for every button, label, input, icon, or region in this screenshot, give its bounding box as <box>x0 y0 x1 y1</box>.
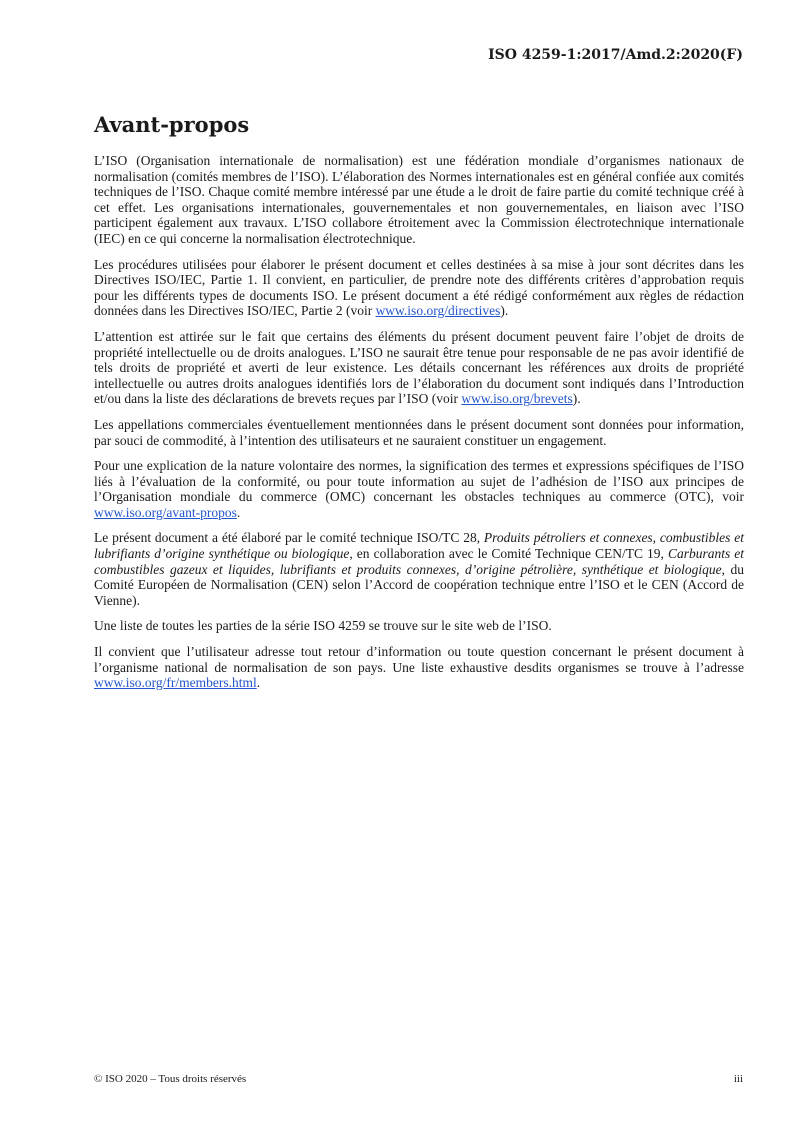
paragraph-procedures <box>94 257 744 319</box>
paragraph-patents <box>94 329 744 407</box>
paragraph-voluntary-nature <box>94 458 744 520</box>
link-members[interactable]: www.iso.org/fr/members.html <box>94 675 257 691</box>
paragraph-feedback-end: . <box>256 675 261 691</box>
footer-copyright: © ISO 2020 – Tous droits réservés <box>94 1073 247 1085</box>
document-identifier: ISO 4259-1:2017/Amd.2:2020(F) <box>488 47 743 63</box>
foreword-body <box>94 153 744 701</box>
paragraph-committee <box>94 530 744 608</box>
paragraph-feedback <box>94 644 744 691</box>
paragraph-committee-c: , du Comité Européen de Normalisation (CEN) selon l’Accord de coopération technique entre l’ISO et le CEN (Accord de Vienne). <box>94 561 744 608</box>
paragraph-patents-text: L’attention est attirée sur le fait que certains des éléments du présent document peuvent faire l’objet de droits de propriété intellectuelle ou de droits analogues. L’ISO ne saurait être tenue pour responsable de ne pas avoir identifié de tels droits de propriété et averti de leur existence. Les détails concernant les références aux droits de propriété intellectuelle ou autres droits analogues identifiés lors de l’élaboration du document sont indiqués dans l’Introduction et/ou dans la liste des déclarations de brevets reçues par l’ISO (voir <box>94 328 744 407</box>
paragraph-procedures-end: ). <box>500 303 509 319</box>
paragraph-voluntary-end: . <box>236 504 241 520</box>
link-directives[interactable]: www.iso.org/directives <box>375 303 501 319</box>
paragraph-series-list: Une liste de toutes les parties de la série ISO 4259 se trouve sur le site web de l’ISO. <box>94 618 552 634</box>
committee-tc28-title: Produits pétroliers et connexes, combustibles et lubrifiants d’origine synthétique ou biologique <box>94 530 744 562</box>
paragraph-committee-b: , en collaboration avec le Comité Technique CEN/TC 19, <box>349 546 668 562</box>
paragraph-patents-end: ). <box>572 391 581 407</box>
link-brevets[interactable]: www.iso.org/brevets <box>461 391 573 407</box>
paragraph-iso-intro: L’ISO (Organisation internationale de normalisation) est une fédération mondiale d’organismes nationaux de normalisation (comités membres de l’ISO). L’élaboration des Normes internationales est en général confiée aux comités techniques de l’ISO. Chaque comité membre intéressé par une étude a le droit de faire partie du comité technique créé à cet effet. Les organisations internationales, gouvernementales et non gouvernementales, en liaison avec l’ISO participent également aux travaux. L’ISO collabore étroitement avec la Commission électrotechnique internationale (IEC) en ce qui concerne la normalisation électrotechnique. <box>94 153 744 246</box>
footer-page-number: iii <box>733 1073 743 1085</box>
committee-tc19-title: Carburants et combustibles gazeux et liquides, lubrifiants et produits connexes, d’origine pétrolière, synthétique et biologique <box>94 546 744 577</box>
paragraph-voluntary-text: Pour une explication de la nature volontaire des normes, la signification des termes et expressions spécifiques de l’ISO liés à l’évaluation de la conformité, ou pour toute information au sujet de l’adhésion de l’ISO aux principes de l’Organisation mondiale du commerce (OMC) concernant les obstacles techniques au commerce (OTC), voir <box>94 458 744 505</box>
paragraph-committee-a: Le présent document a été élaboré par le comité technique ISO/TC 28, <box>94 530 484 546</box>
paragraph-feedback-text: Il convient que l’utilisateur adresse tout retour d’information ou toute question concernant le présent document à l’organisme national de normalisation de son pays. Une liste exhaustive desdits organismes se trouve à l’adresse <box>94 644 744 675</box>
paragraph-trade-names: Les appellations commerciales éventuellement mentionnées dans le présent document sont données pour information, par souci de commodité, à l’intention des utilisateurs et ne sauraient constituer un engagement. <box>94 416 744 448</box>
section-title: Avant-propos <box>94 112 250 137</box>
link-avant-propos[interactable]: www.iso.org/avant-propos <box>94 504 237 520</box>
paragraph-procedures-text: Les procédures utilisées pour élaborer le présent document et celles destinées à sa mise à jour sont décrites dans les Directives ISO/IEC, Partie 1. Il convient, en particulier, de prendre note des différents critères d’approbation requis pour les différents types de documents ISO. Le présent document a été rédigé conformément aux règles de rédaction données dans les Directives ISO/IEC, Partie 2 (voir <box>94 256 744 319</box>
